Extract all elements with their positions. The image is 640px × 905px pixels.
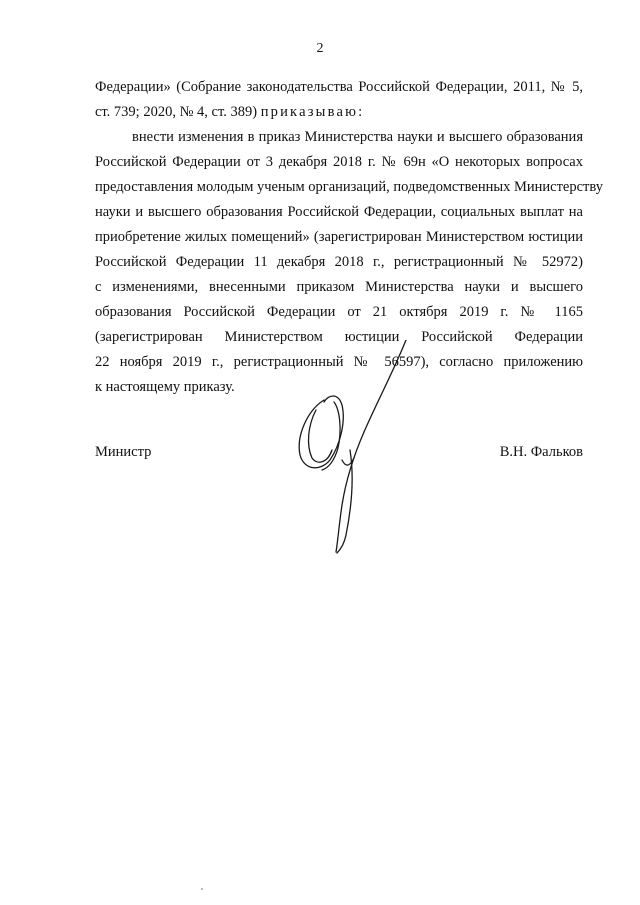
text-line-12: 22 ноября 2019 г., регистрационный № 56597), согласно приложению <box>95 354 583 370</box>
text-line-6: науки и высшего образования Российской Федерации, социальных выплат на <box>95 204 583 220</box>
text-line-8: Российской Федерации 11 декабря 2018 г., регистрационный № 52972) <box>95 254 583 270</box>
text-line-2 <box>95 103 583 121</box>
page-number: 2 <box>316 41 324 56</box>
text-line-4: Российской Федерации от 3 декабря 2018 г. № 69н «О некоторых вопросах <box>95 154 583 170</box>
text-line-7: приобретение жилых помещений» (зарегистрирован Министерством юстиции <box>95 229 583 245</box>
text-line-9: с изменениями, внесенными приказом Министерства науки и высшего <box>95 279 583 295</box>
text-line-1: Федерации» (Собрание законодательства Российской Федерации, 2011, № 5, <box>95 79 583 95</box>
text-line-2-start: ст. 739; 2020, № 4, ст. 389) <box>95 104 261 120</box>
minister-name: В.Н. Фальков <box>499 444 583 460</box>
order-word: приказываю: <box>260 104 365 120</box>
text-line-5: предоставления молодым ученым организаций, подведомственных Министерству <box>95 179 603 195</box>
handwritten-signature <box>268 340 428 560</box>
text-line-10: образования Российской Федерации от 21 октября 2019 г. № 1165 <box>95 304 583 320</box>
text-line-11: (зарегистрирован Министерством юстиции Российской Федерации <box>95 329 583 345</box>
scan-artifact-dot <box>201 888 203 890</box>
minister-title: Министр <box>95 444 152 460</box>
text-line-13: к настоящему приказу. <box>95 379 235 395</box>
text-line-3: внести изменения в приказ Министерства науки и высшего образования <box>132 129 583 145</box>
